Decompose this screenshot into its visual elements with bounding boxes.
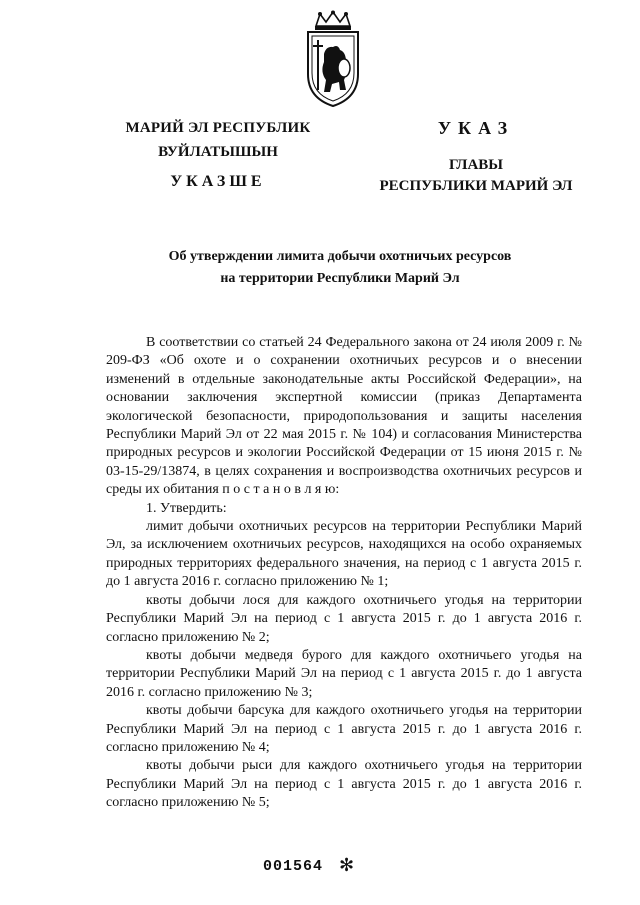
sub-item-limit: лимит добычи охотничьих ресурсов на территории Республики Марий Эл, за исключением охотничьих ресурсов, находящихся на особо охраняемых природных территориях федерального значения, на период с 1 августа 2015 г. до 1 августа 2016 г. согласно приложению № 1; bbox=[106, 519, 582, 590]
item-1-heading: 1. Утвердить: bbox=[146, 500, 227, 516]
document-body bbox=[106, 334, 582, 813]
header-head-russian: ГЛАВЫ bbox=[448, 157, 504, 173]
title-line-2: на территории Республики Марий Эл bbox=[220, 271, 460, 286]
header-head-mari: ВУЙЛАТЫШЫН bbox=[158, 144, 278, 160]
title-line-1: Об утверждении лимита добычи охотничьих ресурсов bbox=[168, 249, 512, 264]
preamble-paragraph: В соответствии со статьей 24 Федерального закона от 24 июля 2009 г. № 209-ФЗ «Об охоте и о сохранении охотничьих ресурсов и о внесении изменений в отдельные законодательные акты Российской Федерации», на основании заключения экспертной комиссии (приказ Департамента экологической безопасности, природопользования и защиты населения Республики Марий Эл от 22 мая 2015 г. № 104) и согласования Министерства природных ресурсов и экологии Российской Федерации от 15 июня 2015 г. № 03-15-29/13874, в целях сохранения и воспроизводства охотничьих ресурсов и среды их обитания п о с т а н о в л я ю: bbox=[106, 335, 582, 498]
header-republic-name-russian: РЕСПУБЛИКИ МАРИЙ ЭЛ bbox=[379, 178, 573, 194]
serial-mark: ✻ bbox=[339, 855, 355, 876]
sub-item-bear-quota: квоты добычи медведя бурого для каждого охотничьего угодья на территории Республики Марий Эл на период с 1 августа 2015 г. до 1 августа 2016 г. согласно приложению № 3; bbox=[106, 647, 582, 700]
coat-of-arms-icon bbox=[302, 10, 364, 110]
sub-item-elk-quota: квоты добычи лося для каждого охотничьего угодья на территории Республики Марий Эл на период с 1 августа 2015 г. до 1 августа 2016 г. согласно приложению № 2; bbox=[106, 592, 582, 645]
sub-item-lynx-quota: квоты добычи рыси для каждого охотничьего угодья на территории Республики Марий Эл на период с 1 августа 2015 г. до 1 августа 2016 г. согласно приложению № 5; bbox=[106, 758, 582, 811]
serial-number: 001564 bbox=[263, 858, 324, 875]
document-title bbox=[100, 246, 580, 290]
header-decree-russian: УКАЗ bbox=[437, 118, 515, 138]
header-decree-mari: УКАЗШЕ bbox=[170, 173, 266, 190]
header-republic-name-mari: МАРИЙ ЭЛ РЕСПУБЛИК bbox=[125, 120, 311, 136]
sub-item-badger-quota: квоты добычи барсука для каждого охотничьего угодья на территории Республики Марий Эл на период с 1 августа 2015 г. до 1 августа 2016 г. согласно приложению № 4; bbox=[106, 703, 582, 755]
